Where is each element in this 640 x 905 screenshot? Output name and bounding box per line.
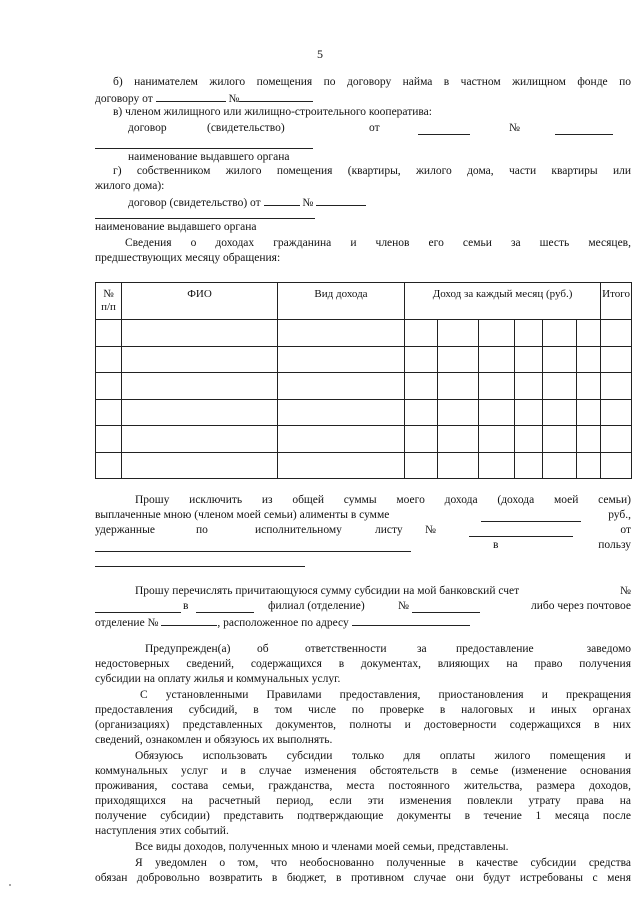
table-cell[interactable] — [479, 346, 515, 373]
table-cell[interactable] — [405, 346, 438, 373]
branch-number-field[interactable] — [412, 601, 480, 613]
table-cell[interactable] — [577, 452, 601, 479]
income-intro-line: Сведения о доходах гражданина и членов его семьи за шесть месяцев, — [125, 237, 631, 249]
table-cell[interactable] — [577, 346, 601, 373]
post-office-field[interactable] — [161, 614, 217, 626]
table-cell[interactable] — [405, 373, 438, 400]
table-cell[interactable] — [577, 399, 601, 426]
table-row — [96, 452, 632, 479]
alimony-line-3: удержанные по исполнительному листу № от — [95, 524, 631, 536]
table-cell[interactable] — [96, 452, 122, 479]
coop-issuer-field[interactable] — [95, 148, 313, 149]
table-cell[interactable] — [543, 373, 577, 400]
header-income-type: Вид дохода — [278, 283, 405, 320]
obligation-line-3: проживания, состава семьи, гражданства, места постоянного жительства, размера доходов, — [95, 780, 631, 792]
owner-line-2: жилого дома): — [95, 180, 165, 192]
table-cell[interactable] — [601, 399, 632, 426]
table-cell[interactable] — [577, 373, 601, 400]
bank-line-3: отделение № , расположенное по адресу — [95, 614, 470, 631]
header-total: Итого — [601, 283, 632, 320]
table-cell[interactable] — [438, 346, 479, 373]
alimony-recipient-field[interactable] — [95, 566, 305, 567]
table-cell[interactable] — [122, 373, 278, 400]
coop-contract-line: договор (свидетельство) от № — [128, 121, 631, 136]
table-cell[interactable] — [543, 426, 577, 453]
coop-number-field[interactable] — [555, 123, 613, 135]
table-cell[interactable] — [543, 452, 577, 479]
obligation-line-1: Обязуюсь использовать субсидии только для оплаты жилого помещения и — [135, 750, 631, 762]
table-cell[interactable] — [278, 373, 405, 400]
table-cell[interactable] — [577, 426, 601, 453]
table-cell[interactable] — [515, 346, 543, 373]
table-cell[interactable] — [405, 399, 438, 426]
table-cell[interactable] — [96, 426, 122, 453]
table-cell[interactable] — [278, 426, 405, 453]
table-cell[interactable] — [438, 320, 479, 347]
table-cell[interactable] — [278, 346, 405, 373]
income-table — [95, 282, 632, 479]
table-row — [96, 399, 632, 426]
table-cell[interactable] — [479, 426, 515, 453]
table-cell[interactable] — [96, 399, 122, 426]
obligation-line-2: коммунальных услуг и в случае изменения обстоятельств в семье (изменение основания — [95, 765, 631, 777]
header-num: № п/п — [96, 283, 122, 320]
writ-number-field[interactable] — [469, 525, 573, 537]
header-monthly-income: Доход за каждый месяц (руб.) — [405, 283, 601, 320]
coop-issuer-caption: наименование выдавшего органа — [128, 151, 290, 163]
table-cell[interactable] — [543, 320, 577, 347]
rules-line-1: С установленными Правилами предоставления, приостановления и прекращения — [140, 689, 631, 701]
table-cell[interactable] — [405, 320, 438, 347]
bank-account-field[interactable] — [95, 601, 181, 613]
table-cell[interactable] — [479, 373, 515, 400]
warning-line-1: Предупрежден(а) об ответственности за предоставление заведомо — [145, 643, 631, 655]
page-number: 5 — [317, 47, 323, 61]
table-cell[interactable] — [405, 452, 438, 479]
table-cell[interactable] — [96, 320, 122, 347]
table-cell[interactable] — [479, 452, 515, 479]
table-cell[interactable] — [122, 426, 278, 453]
table-cell[interactable] — [96, 346, 122, 373]
alimony-amount-field[interactable] — [481, 510, 581, 522]
bank-name-field[interactable] — [196, 601, 254, 613]
table-cell[interactable] — [405, 426, 438, 453]
table-row — [96, 320, 632, 347]
contract-date-field[interactable] — [156, 90, 226, 102]
obligation-line-6: наступления этих событий. — [95, 825, 229, 837]
post-address-field[interactable] — [352, 614, 470, 626]
table-cell[interactable] — [438, 399, 479, 426]
table-cell[interactable] — [479, 399, 515, 426]
tenant-line: б) нанимателем жилого помещения по договору найма в частном жилищном фонде по — [113, 76, 631, 88]
table-cell[interactable] — [438, 426, 479, 453]
table-row — [96, 373, 632, 400]
obligation-line-4: приходящихся на расчетный период, если эти изменения повлекли утрату права на — [95, 795, 631, 807]
table-row — [96, 346, 632, 373]
coop-date-field[interactable] — [418, 123, 470, 135]
table-cell[interactable] — [479, 320, 515, 347]
notice-line-2: обязан добровольно возвратить в бюджет, в противном случае они будут истребованы с меня — [95, 872, 631, 884]
table-cell[interactable] — [601, 346, 632, 373]
table-cell[interactable] — [601, 452, 632, 479]
rules-line-2: предоставления субсидий, в том числе по проверке в налоговых и иных органах — [95, 704, 631, 716]
bank-line-1: Прошу перечислять причитающуюся сумму субсидии на мой банковский счет № — [135, 585, 631, 597]
table-cell[interactable] — [122, 452, 278, 479]
table-row — [96, 426, 632, 453]
warning-line-3: субсидии на оплату жилья и коммунальных услуг. — [95, 673, 341, 685]
income-intro-line-2: предшествующих месяцу обращения: — [95, 252, 281, 264]
table-header-row — [96, 283, 632, 320]
table-cell[interactable] — [278, 452, 405, 479]
table-cell[interactable] — [543, 399, 577, 426]
table-cell[interactable] — [515, 320, 543, 347]
coop-line: в) членом жилищного или жилищно-строительного кооператива: — [113, 106, 432, 118]
rules-line-3: (организациях) представленных документов, полноты и достоверности содержащихся в них — [95, 719, 631, 731]
table-cell[interactable] — [577, 320, 601, 347]
table-cell[interactable] — [278, 399, 405, 426]
alimony-line-1: Прошу исключить из общей суммы моего дохода (дохода моей семьи) — [135, 494, 631, 506]
table-cell[interactable] — [122, 320, 278, 347]
table-cell[interactable] — [515, 452, 543, 479]
contract-number-field[interactable] — [239, 90, 313, 102]
header-fio: ФИО — [122, 283, 278, 320]
owner-number-field[interactable] — [316, 194, 366, 206]
table-cell[interactable] — [122, 399, 278, 426]
table-cell[interactable] — [601, 426, 632, 453]
rules-line-4: сведений, ознакомлен и обязуюсь их выполнять. — [95, 734, 333, 746]
owner-line: г) собственником жилого помещения (квартиры, жилого дома, части квартиры или — [113, 165, 631, 177]
owner-issuer-caption: наименование выдавшего органа — [95, 221, 257, 233]
scan-speck — [9, 884, 11, 886]
notice-line-1: Я уведомлен о том, что необоснованно полученные в качестве субсидии средства — [135, 857, 631, 869]
warning-line-2: недостоверных сведений, содержащихся в документах, влияющих на право получения — [95, 658, 631, 670]
tenant-contract-line: договору от № — [95, 90, 313, 107]
owner-issuer-field[interactable] — [95, 218, 315, 219]
table-cell[interactable] — [515, 373, 543, 400]
writ-date-field[interactable] — [95, 540, 411, 552]
owner-date-field[interactable] — [264, 194, 300, 206]
alimony-line-2: выплаченные мною (членом моей семьи) алименты в сумме руб., — [95, 509, 631, 521]
table-cell[interactable] — [122, 346, 278, 373]
table-cell[interactable] — [438, 373, 479, 400]
table-cell[interactable] — [601, 320, 632, 347]
owner-contract-line: договор (свидетельство) от № — [128, 194, 366, 211]
table-cell[interactable] — [438, 452, 479, 479]
table-cell[interactable] — [515, 426, 543, 453]
table-cell[interactable] — [543, 346, 577, 373]
table-cell[interactable] — [515, 399, 543, 426]
table-cell[interactable] — [278, 320, 405, 347]
income-types-line: Все виды доходов, полученных мною и членами моей семьи, представлены. — [135, 841, 509, 853]
table-cell[interactable] — [96, 373, 122, 400]
obligation-line-5: получение субсидии) представить подтверждающие документы в течение 1 месяца после — [95, 810, 631, 822]
table-cell[interactable] — [601, 373, 632, 400]
